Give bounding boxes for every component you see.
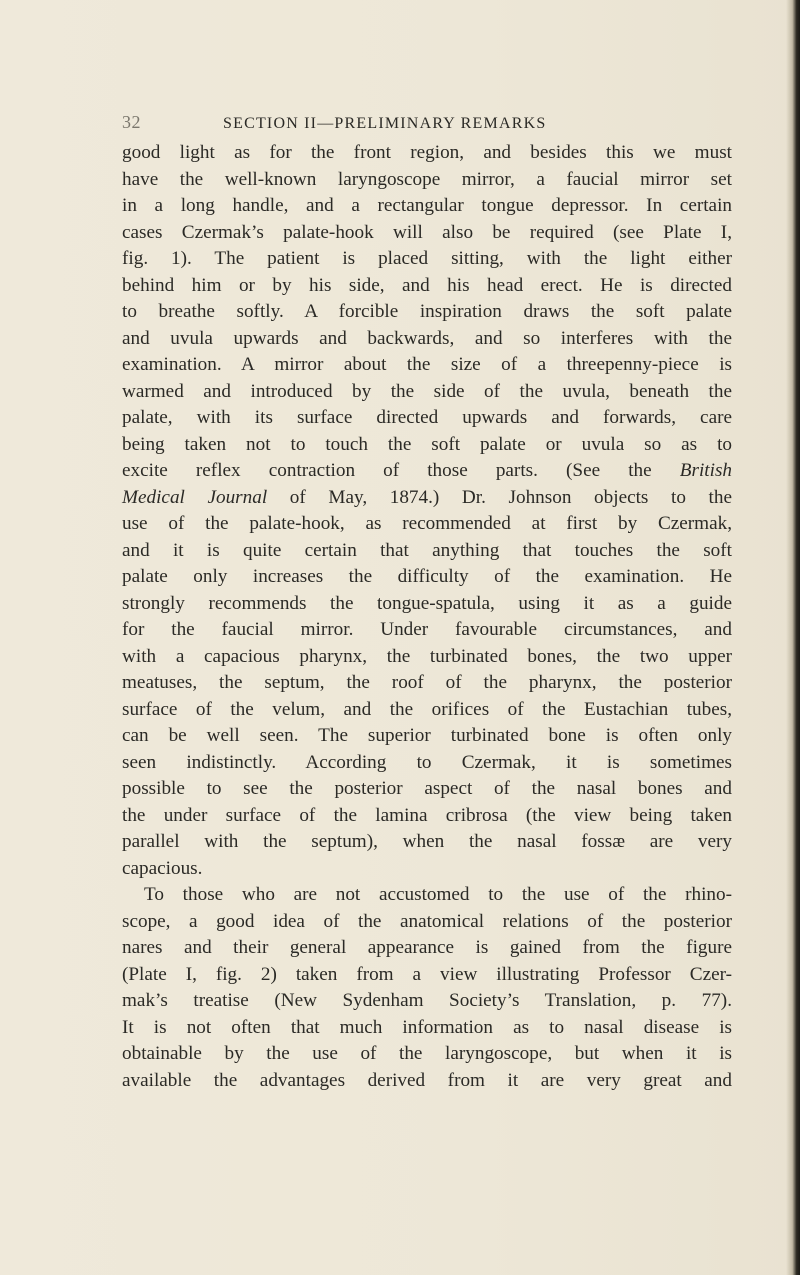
text-line: parallel with the septum), when the nasal fossæ are very xyxy=(122,831,732,852)
book-spine-edge xyxy=(786,0,800,1275)
text-line: seen indistinctly. According to Czermak, it is sometimes xyxy=(122,751,732,773)
italic-text: British xyxy=(679,460,733,481)
text-line: possible to see the posterior aspect of the nasal bones and xyxy=(122,778,732,799)
text-line: warmed and introduced by the side of the uvula, beneath the xyxy=(122,380,732,402)
text-line: nares and their general appearance is gained from the figure xyxy=(122,937,732,958)
text-line: palate only increases the difficulty of the examination. He xyxy=(122,566,732,587)
text-line: have the well-known laryngoscope mirror, a faucial mirror set xyxy=(122,168,732,190)
text-line-segment: excite reflex contraction of those parts. (See the xyxy=(122,460,652,481)
text-line: the under surface of the lamina cribrosa (the view being taken xyxy=(122,804,732,826)
text-line xyxy=(122,485,732,512)
text-line: scope, a good idea of the anatomical relations of the posterior xyxy=(122,910,732,932)
text-line: can be well seen. The superior turbinated bone is often only xyxy=(122,725,732,746)
text-line xyxy=(122,458,732,485)
text-line: strongly recommends the tongue-spatula, using it as a guide xyxy=(122,592,732,614)
text-line: and uvula upwards and backwards, and so interferes with the xyxy=(122,327,732,349)
text-line: cases Czermak’s palate-hook will also be required (see Plate I, xyxy=(122,221,732,243)
text-line: It is not often that much information as to nasal disease is xyxy=(122,1016,732,1038)
text-line: obtainable by the use of the laryngoscope, but when it is xyxy=(122,1043,732,1064)
paragraph-first-line: To those who are not accustomed to the use of the rhino- xyxy=(144,884,732,905)
text-line: available the advantages derived from it are very great and xyxy=(122,1069,732,1091)
text-line: surface of the velum, and the orifices of the Eustachian tubes, xyxy=(122,698,732,720)
text-line: use of the palate-hook, as recommended at first by Czermak, xyxy=(122,513,732,534)
text-line: fig. 1). The patient is placed sitting, with the light either xyxy=(122,248,732,269)
text-line: in a long handle, and a rectangular tongue depressor. In certain xyxy=(122,195,732,216)
italic-text: Medical Journal xyxy=(122,486,268,508)
text-line-segment: of May, 1874.) Dr. Johnson objects to the xyxy=(267,486,732,508)
text-line: palate, with its surface directed upwards and forwards, care xyxy=(122,407,732,428)
text-line: being taken not to touch the soft palate or uvula so as to xyxy=(122,433,732,455)
text-line: (Plate I, fig. 2) taken from a view illustrating Professor Czer- xyxy=(122,963,732,985)
text-line: for the faucial mirror. Under favourable circumstances, and xyxy=(122,619,732,640)
running-head: SECTION II—PRELIMINARY REMARKS xyxy=(223,115,547,132)
text-line: with a capacious pharynx, the turbinated bones, the two upper xyxy=(122,645,732,667)
text-line: meatuses, the septum, the roof of the pharynx, the posterior xyxy=(122,672,732,693)
text-line: and it is quite certain that anything that touches the soft xyxy=(122,539,732,561)
text-line: mak’s treatise (New Sydenham Society’s Translation, p. 77). xyxy=(122,990,732,1011)
text-line: capacious. xyxy=(122,857,203,879)
text-line: good light as for the front region, and besides this we must xyxy=(122,142,732,163)
text-line: behind him or by his side, and his head erect. He is directed xyxy=(122,274,732,296)
page-number: 32 xyxy=(122,112,141,132)
body-text xyxy=(122,140,732,1094)
text-line: to breathe softly. A forcible inspiration draws the soft palate xyxy=(122,301,732,322)
text-line: examination. A mirror about the size of a threepenny-piece is xyxy=(122,354,732,375)
